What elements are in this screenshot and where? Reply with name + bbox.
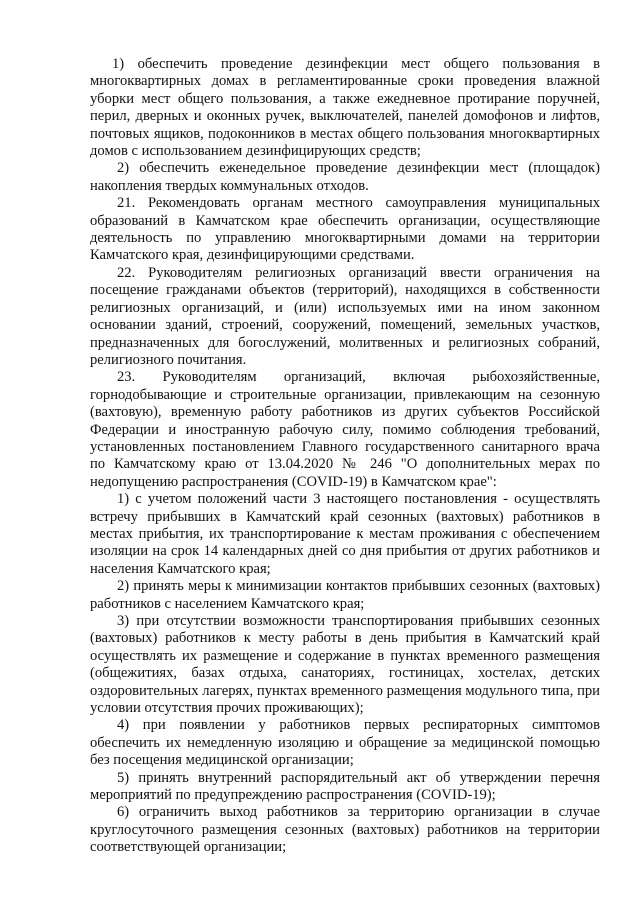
paragraph-23-item-6: 6) ограничить выход работников за территорию организации в случае круглосуточного размещения сезонных (вахтовых) работников на территории соответствующей организации;: [90, 804, 600, 856]
paragraph-23-item-1: 1) с учетом положений части 3 настоящего постановления - осуществлять встречу прибывших в Камчатский край сезонных (вахтовых) работников в местах прибытия, их транспортирование к местам проживания с обеспечением изоляции на срок 14 календарных дней со дня прибытия от других работников и населения Камчатского края;: [90, 491, 600, 577]
paragraph-23-item-4: 4) при появлении у работников первых респираторных симптомов обеспечить их немедленную изоляцию и обращение за медицинской помощью без посещения медицинской организации;: [90, 717, 600, 769]
paragraph-23-item-3: 3) при отсутствии возможности транспортирования прибывших сезонных (вахтовых) работников к месту работы в день прибытия в Камчатский край осуществлять их размещение и содержание в пунктах временного размещения (общежитиях, базах отдыха, санаториях, гостиницах, хостелах, детских оздоровительных лагерях, пунктах временного размещения модульного типа, при условии отсутствия прочих проживающих);: [90, 613, 600, 717]
paragraph-23-item-5: 5) принять внутренний распорядительный акт об утверждении перечня мероприятий по предупреждению распространения (COVID-19);: [90, 769, 600, 804]
paragraph-item-2-waste-sites: 2) обеспечить еженедельное проведение дезинфекции мест (площадок) накопления твердых коммунальных отходов.: [90, 160, 600, 194]
paragraph-23: 23. Руководителям организаций, включая рыбохозяйственные, горнодобывающие и строительные организации, привлекающим на сезонную (вахтовую), временную работу работников из других субъектов Российской Федерации и иностранную рабочую силу, помимо соблюдения требований, установленных постановлением Главного государственного санитарного врача по Камчатскому краю от 13.04.2020 № 246 "О дополнительных мерах по недопущению распространения (COVID-19) в Камчатском крае":: [90, 369, 600, 490]
paragraph-23-item-2: 2) принять меры к минимизации контактов прибывших сезонных (вахтовых) работников с населением Камчатского края;: [90, 578, 600, 612]
paragraph-21: 21. Рекомендовать органам местного самоуправления муниципальных образований в Камчатском крае обеспечить организации, осуществляющие деятельность по управлению многоквартирными домами на территории Камчатского края, дезинфицирующими средствами.: [90, 195, 600, 264]
document-page: [90, 56, 600, 857]
paragraph-22: 22. Руководителям религиозных организаций ввести ограничения на посещение гражданами объектов (территорий), находящихся в собственности религиозных организаций, и (или) используемых ими на ином законном основании зданий, строений, сооружений, помещений, земельных участков, предназначенных для богослужений, молитвенных и религиозных собраний, религиозного почитания.: [90, 264, 600, 368]
paragraph-item-1-disinfection: 1) обеспечить проведение дезинфекции мест общего пользования в многоквартирных домах в регламентированные сроки проведения влажной уборки мест общего пользования, а также ежедневное протирание поручней, перил, дверных и оконных ручек, выключателей, панелей домофонов и лифтов, почтовых ящиков, подоконников в местах общего пользования многоквартирных домов с использованием дезинфицирующих средств;: [90, 56, 600, 160]
